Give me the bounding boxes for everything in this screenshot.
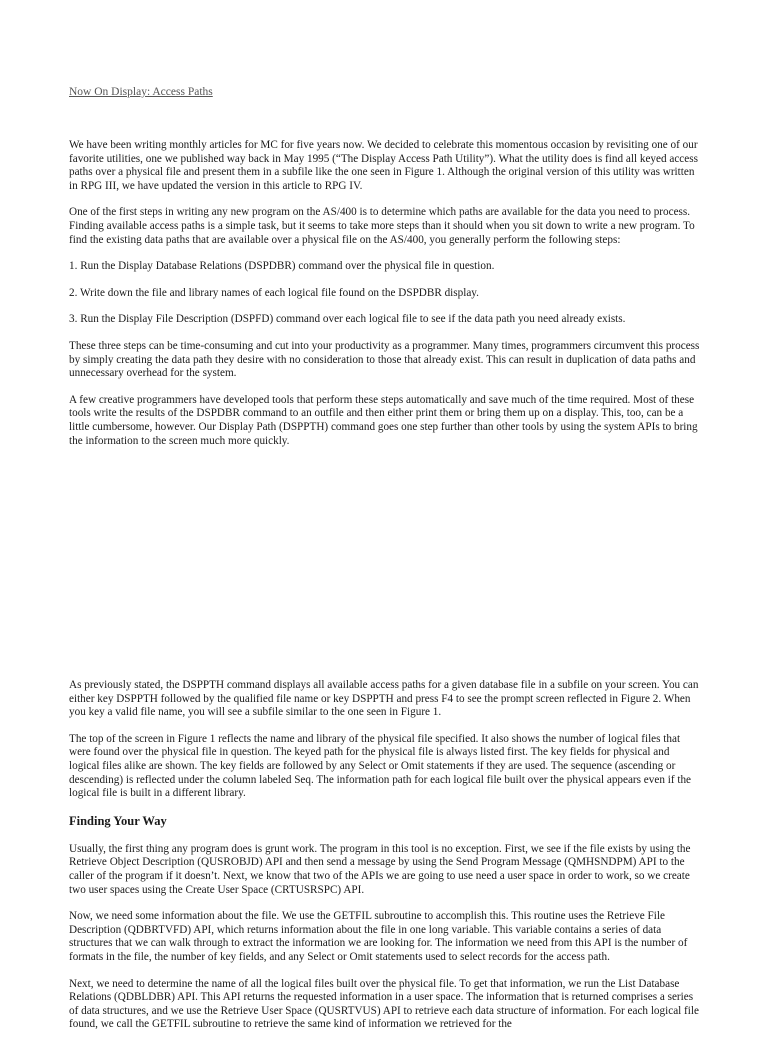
paragraph: We have been writing monthly articles for MC for five years now. We decided to celebrate this momentous occasion by revisiting one of our favorite utilities, one we published way back in May 1995 (“The Display Access Path Utility”). What the utility does is find all keyed access paths over a physical file and present them in a subfile like the one seen in Figure 1. Although the original version of this utility was written in RPG III, we have updated the version in this article to RPG IV. bbox=[69, 139, 698, 192]
article-title-link[interactable]: Now On Display: Access Paths bbox=[69, 86, 213, 98]
paragraph: Now, we need some information about the file. We use the GETFIL subroutine to accomplish this. This routine uses the Retrieve File Description (QDBRTVFD) API, which returns information about the file in one long variable. This variable contains a series of data structures that we can walk through to extract the information we are looking for. The information we need from this API is the number of formats in the file, the number of key fields, and any Select or Omit statements used to select records for the access path. bbox=[69, 910, 688, 963]
paragraph: A few creative programmers have developed tools that perform these steps automatically and save much of the time required. Most of these tools write the results of the DSPDBR command to an outfile and then either print them or bring them up on a display. This, too, can be a little cumbersome, however. Our Display Path (DSPPTH) command goes one step further than other tools by using the system APIs to bring the information to the screen much more quickly. bbox=[69, 393, 698, 447]
paragraph: Next, we need to determine the name of all the logical files built over the physical file. To get that information, we run the List Database Relations (QDBLDBR) API. This API returns the requested information in a user space. The information that is returned comprises a series of data structures, and we use the Retrieve User Space (QUSRTVUS) API to retrieve each data structure of information. For each logical file found, we call the GETFIL subroutine to retrieve the same kind of information we retrieved for the bbox=[69, 977, 699, 1031]
article-section-intro bbox=[69, 139, 700, 461]
paragraph: Usually, the first thing any program does is grunt work. The program in this tool is no exception. First, we see if the file exists by using the Retrieve Object Description (QUSROBJD) API and then send a message by using the Send Program Message (QMHSNDPM) API to the caller of the program if it doesn’t. Next, we know that two of the APIs we are going to use need a user space in order to work, so we create two user spaces using the Create User Space (CRTUSRSPC) API. bbox=[69, 842, 691, 896]
paragraph: 1. Run the Display Database Relations (DSPDBR) command over the physical file in question. bbox=[69, 260, 495, 273]
paragraph: The top of the screen in Figure 1 reflects the name and library of the physical file specified. It also shows the number of logical files that were found over the physical file in question. The keyed path for the physical file is always listed first. The key fields for physical and logical files alike are shown. The key fields are followed by any Select or Omit statements if they are used. The sequence (ascending or descending) is reflected under the column labeled Seq. The information path for each logical file built over the physical appears even if the logical file is built in a different library. bbox=[69, 732, 692, 800]
paragraph: 3. Run the Display File Description (DSPFD) command over each logical file to see if the data path you need already exists. bbox=[69, 313, 626, 326]
paragraph: 2. Write down the file and library names of each logical file found on the DSPDBR display. bbox=[69, 286, 479, 299]
article-section-body bbox=[69, 679, 700, 1045]
paragraph: One of the first steps in writing any new program on the AS/400 is to determine which paths are available for the data you need to process. Finding available access paths is a simple task, but it seems to take more steps than it should when you sit down to write a new program. To find the existing data paths that are available over a physical file on the AS/400, you generally perform the following steps: bbox=[69, 206, 695, 246]
section-heading: Finding Your Way bbox=[69, 813, 167, 828]
paragraph: These three steps can be time-consuming and cut into your productivity as a programmer. Many times, programmers circumvent this process by simply creating the data path they desire with no consideration to those that already exist. This can result in duplication of data paths and unnecessary overhead for the system. bbox=[69, 339, 700, 380]
paragraph: As previously stated, the DSPPTH command displays all available access paths for a given database file in a subfile on your screen. You can either key DSPPTH followed by the qualified file name or key DSPPTH and press F4 to see the prompt screen reflected in Figure 2. When you key a valid file name, you will see a subfile similar to the one seen in Figure 1. bbox=[69, 679, 699, 719]
